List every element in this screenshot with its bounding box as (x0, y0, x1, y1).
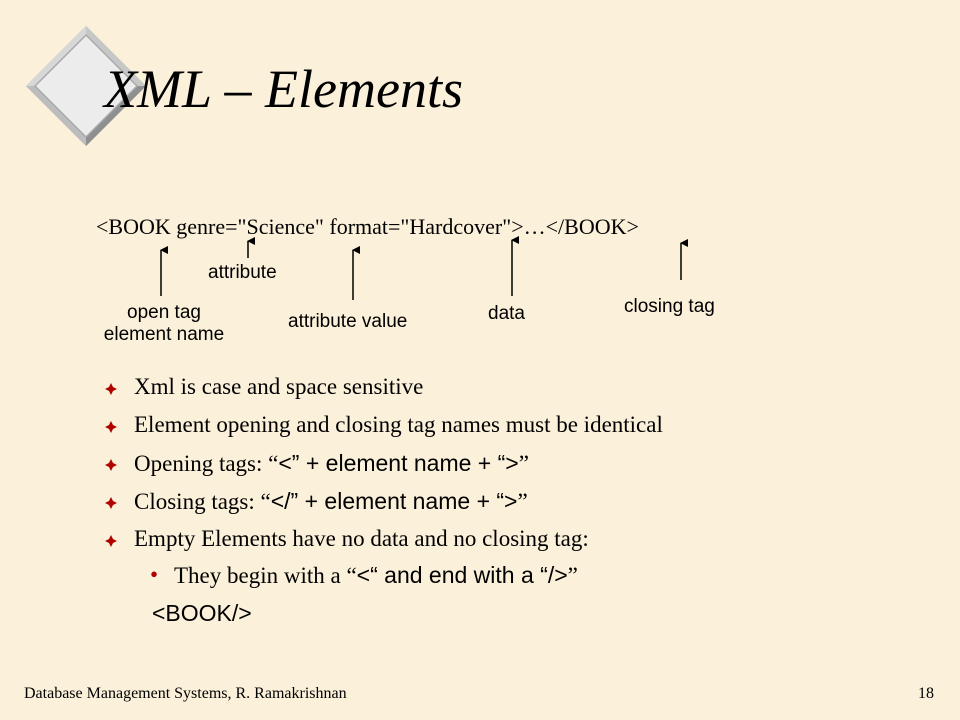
bullet-code: <” + element name + “> (278, 450, 519, 476)
sub-bullet-text-pre: They begin with a “ (174, 563, 357, 588)
annotation-attribute: attribute (208, 262, 277, 283)
xml-close-tag: </BOOK> (545, 214, 639, 239)
bullet-code: </” + element name + “> (270, 488, 518, 514)
annotation-open-tag-line1: open tag (127, 302, 201, 323)
empty-element-example: <BOOK/> (152, 600, 252, 626)
footer-text: Database Management Systems, R. Ramakrishnan (24, 685, 347, 702)
diamond-bullet-icon (104, 420, 118, 434)
bullet-list (104, 368, 663, 558)
bullet-text-post: ” (518, 451, 529, 476)
xml-example-line (96, 214, 639, 240)
bullet-item (104, 520, 663, 558)
annotation-open-tag (86, 302, 242, 346)
bullet-text-pre: Opening tags: “ (134, 451, 279, 476)
bullet-text: Element opening and closing tag names must be identical (134, 412, 663, 437)
sub-bullet-text-post: ” (567, 563, 578, 588)
annotation-closing-tag: closing tag (624, 296, 715, 317)
bullet-item (104, 482, 663, 520)
annotation-attribute-value: attribute value (288, 311, 408, 332)
slide-title: XML – Elements (104, 59, 463, 119)
sub-bullet-code: <“ and end with a “/> (356, 562, 568, 588)
bullet-text-post: ” (517, 489, 528, 514)
bullet-item (104, 406, 663, 444)
bullet-text: Empty Elements have no data and no closing tag: (134, 526, 589, 551)
bullet-item (104, 368, 663, 406)
page-number: 18 (918, 685, 934, 702)
xml-open-tag: <BOOK genre="Science" format="Hardcover"> (96, 214, 524, 239)
diamond-bullet-icon (104, 534, 118, 548)
annotation-data: data (488, 303, 525, 324)
sub-bullet-dot-icon: • (150, 562, 159, 587)
diamond-bullet-icon (104, 458, 118, 472)
annotation-element-name: element name (103, 324, 225, 345)
bullet-item (104, 444, 663, 482)
diamond-bullet-icon (104, 382, 118, 396)
bullet-text: Xml is case and space sensitive (134, 374, 424, 399)
diamond-bullet-icon (104, 496, 118, 510)
xml-ellipsis: … (523, 214, 546, 239)
bullet-text-pre: Closing tags: “ (134, 489, 271, 514)
sub-bullet (150, 556, 578, 595)
